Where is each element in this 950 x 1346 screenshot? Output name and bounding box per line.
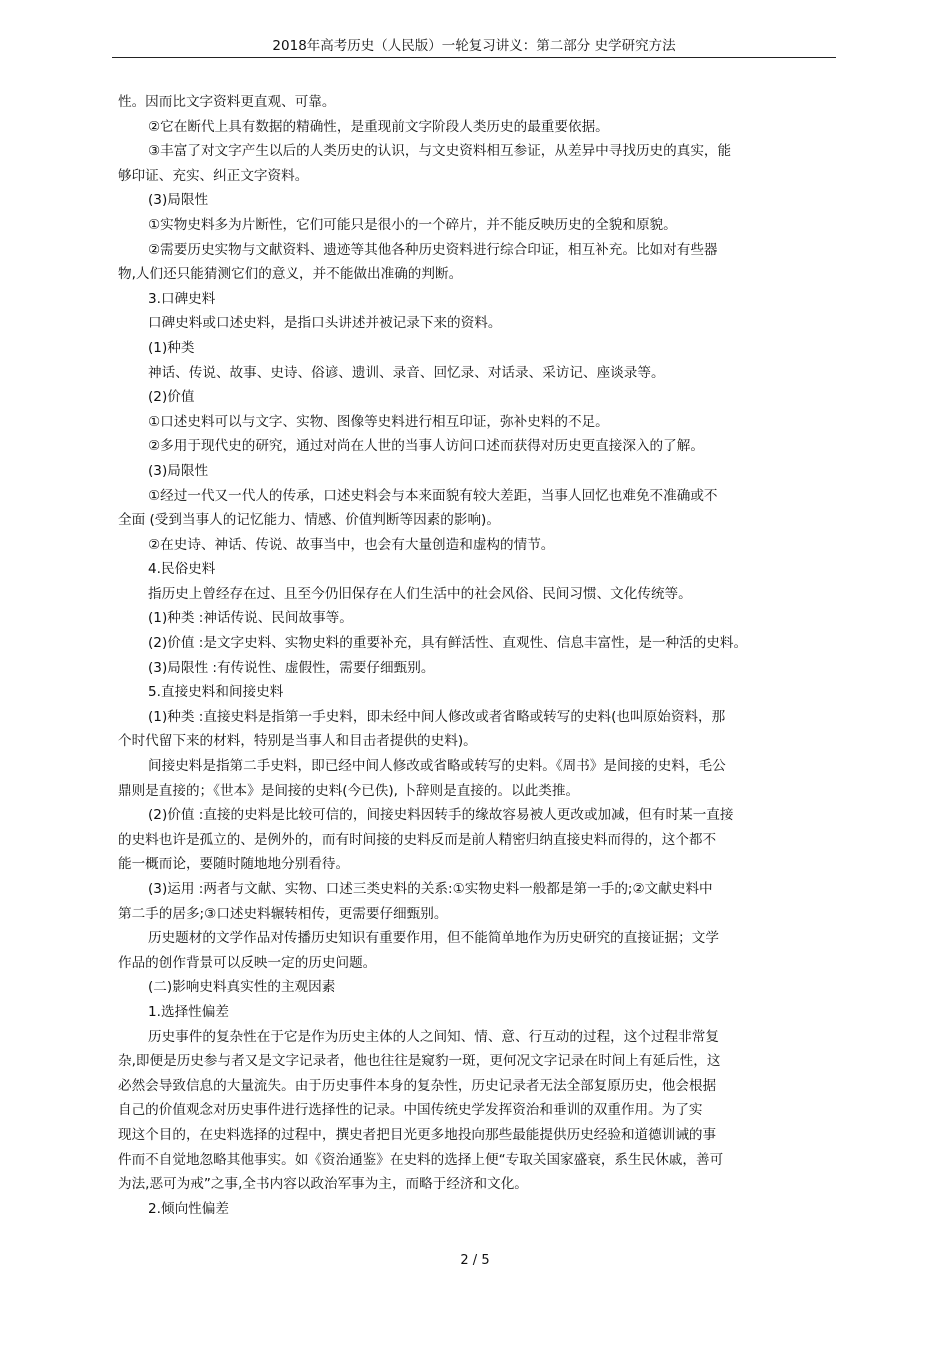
text-line: (1)种类: [148, 339, 195, 356]
text-line: 件而不自觉地忽略其他事实。如《资治通鉴》在史料的选择上便“专取关国家盛衰，系生民休戚，善可: [118, 1151, 724, 1168]
text-line: 神话、传说、故事、史诗、俗谚、遗训、录音、回忆录、对话录、采访记、座谈录等。: [148, 364, 665, 381]
text-line: (二)影响史料真实性的主观因素: [148, 979, 336, 996]
page-number: 2 / 5: [460, 1253, 490, 1268]
text-line: (3)局限性: [148, 462, 209, 479]
text-line: 指历史上曾经存在过、且至今仍旧保存在人们生活中的社会风俗、民间习惯、文化传统等。: [148, 585, 692, 602]
text-line: 个时代留下来的材料，特别是当事人和目击者提供的史料)。: [118, 733, 477, 750]
text-line: 1.选择性偏差: [148, 1003, 229, 1020]
text-line: 全面 (受到当事人的记忆能力、情感、价值判断等因素的影响)。: [118, 512, 500, 529]
text-line: 第二手的居多;③口述史料辗转相传，更需要仔细甄别。: [118, 905, 448, 922]
text-line: (3)局限性 :有传说性、虚假性，需要仔细甄别。: [148, 659, 435, 676]
text-line: (2)价值 :直接的史料是比较可信的，间接史料因转手的缘故容易被人更改或加减，但有时某一直接: [148, 807, 734, 824]
text-line: ①实物史料多为片断性，它们可能只是很小的一个碎片，并不能反映历史的全貌和原貌。: [148, 216, 677, 233]
text-line: 5.直接史料和间接史料: [148, 684, 284, 701]
text-line: 作品的创作背景可以反映一定的历史问题。: [118, 954, 377, 971]
text-line: 物,人们还只能猜测它们的意义，并不能做出准确的判断。: [118, 266, 463, 283]
text-line: (3)运用 :两者与文献、实物、口述三类史料的关系:①实物史料一般都是第一手的;②文献史料中: [148, 881, 713, 897]
text-line: (1)种类 :神话传说、民间故事等。: [148, 610, 353, 627]
text-line: (1)种类 :直接史料是指第一手史料，即未经中间人修改或者省略或转写的史料(也叫原始资料，那: [148, 708, 726, 725]
text-line: (2)价值: [148, 389, 195, 406]
page-header: 2018年高考历史（人民版）一轮复习讲义：第二部分 史学研究方法: [112, 36, 836, 58]
text-line: 够印证、充实、纠正文字资料。: [118, 167, 309, 184]
text-line: ②多用于现代史的研究，通过对尚在人世的当事人访问口述而获得对历史更直接深入的了解。: [148, 438, 704, 455]
text-line: 鼎则是直接的；《世本》是间接的史料(今已佚), 卜辞则是直接的。以此类推。: [118, 782, 580, 799]
text-line: 3.口碑史料: [148, 290, 216, 307]
text-line: 自己的价值观念对历史事件进行选择性的记录。中国传统史学发挥资治和垂训的双重作用。为了实: [118, 1102, 703, 1119]
text-line: 性。因而比文字资料更直观、可靠。: [118, 94, 336, 110]
text-line: 2.倾向性偏差: [148, 1200, 229, 1217]
text-line: (2)价值 :是文字史料、实物史料的重要补充，具有鲜活性、直观性、信息丰富性，是一种活的史料。: [148, 635, 748, 652]
text-line: ②它在断代上具有数据的精确性，是重现前文字阶段人类历史的最重要依据。: [148, 118, 609, 135]
text-line: ①经过一代又一代人的传承，口述史料会与本来面貌有较大差距，当事人回忆也难免不准确或不: [148, 487, 718, 504]
text-line: 历史题材的文学作品对传播历史知识有重要作用，但不能简单地作为历史研究的直接证据；文学: [148, 930, 719, 947]
text-line: 能一概而论，要随时随地地分别看待。: [118, 856, 350, 873]
text-line: 的史料也许是孤立的、是例外的，而有时间接的史料反而是前人精密归纳直接史料而得的，这个都不: [118, 831, 717, 848]
text-line: 现这个目的，在史料选择的过程中，撰史者把目光更多地投向那些最能提供历史经验和道德训诫的事: [118, 1126, 717, 1143]
text-line: ③丰富了对文字产生以后的人类历史的认识，与文史资料相互参证，从差异中寻找历史的真实，能: [148, 143, 732, 160]
text-line: 杂,即便是历史参与者又是文字记录者，他也往往是窥豹一斑，更何况文字记录在时间上有延后性，这: [118, 1053, 721, 1070]
text-line: 为法,恶可为戒”之事,全书内容以政治军事为主，而略于经济和文化。: [118, 1176, 528, 1193]
document-body: [118, 90, 834, 1221]
text-line: ①口述史料可以与文字、实物、图像等史料进行相互印证，弥补史料的不足。: [148, 413, 609, 430]
text-line: 4.民俗史料: [148, 561, 216, 578]
text-line: ②在史诗、神话、传说、故事当中，也会有大量创造和虚构的情节。: [148, 536, 555, 553]
text-line: 必然会导致信息的大量流失。由于历史事件本身的复杂性，历史记录者无法全部复原历史，他会根据: [118, 1077, 717, 1094]
text-line: 历史事件的复杂性在于它是作为历史主体的人之间知、情、意、行互动的过程，这个过程非常复: [148, 1028, 719, 1045]
text-line: (3)局限性: [148, 192, 209, 209]
text-line: ②需要历史实物与文献资料、遗迹等其他各种历史资料进行综合印证，相互补充。比如对有些器: [148, 241, 718, 258]
text-line: 间接史料是指第二手史料，即已经中间人修改或省略或转写的史料。《周书》是间接的史料，毛公: [148, 758, 726, 775]
text-line: 口碑史料或口述史料，是指口头讲述并被记录下来的资料。: [148, 315, 502, 332]
